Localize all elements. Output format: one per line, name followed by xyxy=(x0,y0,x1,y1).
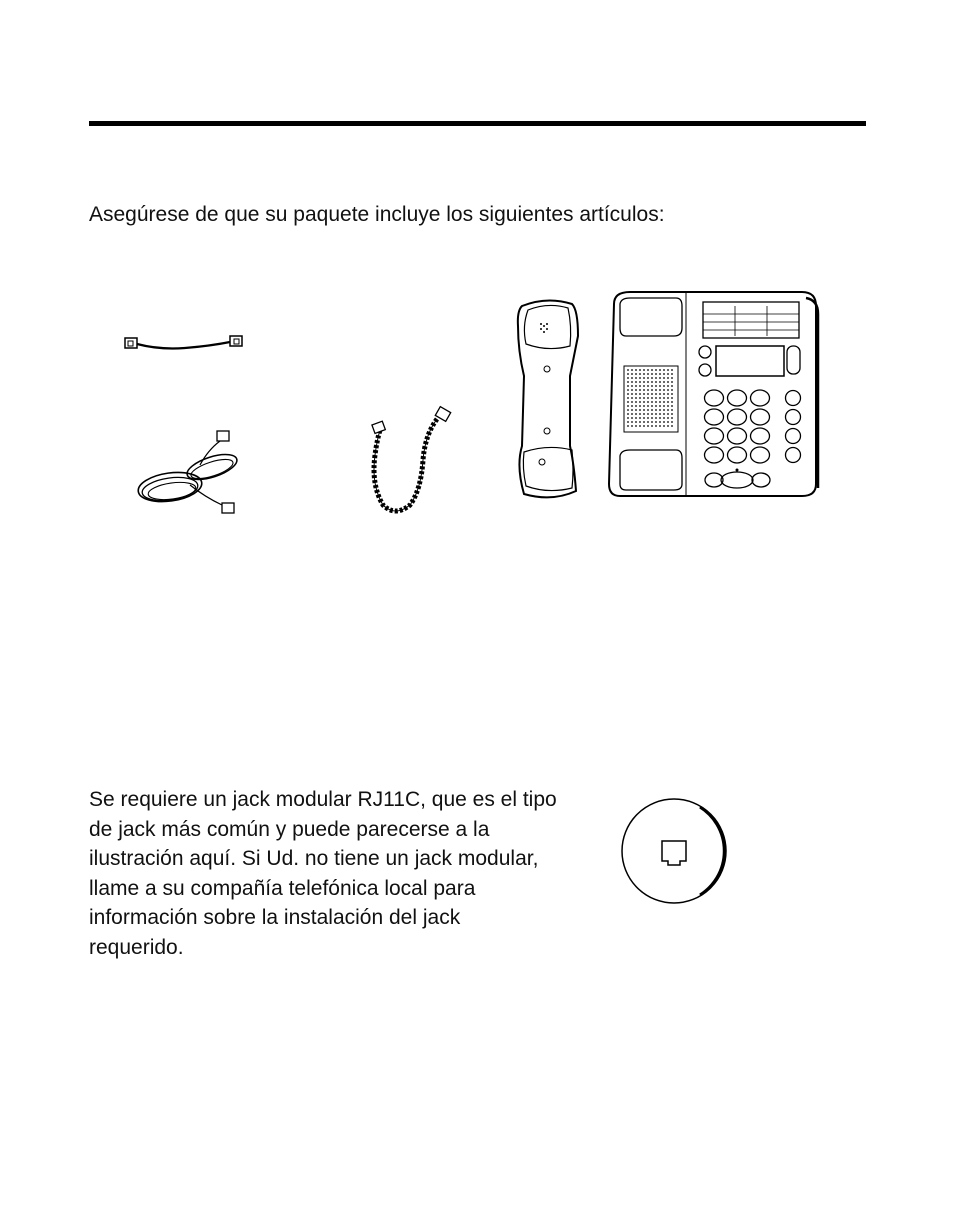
jack-paragraph: Se requiere un jack modular RJ11C, que es el tipo de jack más común y puede parecerse a la ilustración aquí. Si Ud. no tiene un jack modular, llame a su compañía telefónica local para información sobre la instalación del jack requerido. xyxy=(89,788,557,959)
coiled-cord-illustration xyxy=(355,405,465,525)
base-unit-illustration xyxy=(606,288,818,500)
intro-text: Asegúrese de que su paquete incluye los siguientes artículos: xyxy=(89,203,665,226)
top-rule xyxy=(89,121,866,126)
short-cord-illustration xyxy=(120,330,250,360)
line-cord-illustration xyxy=(130,425,250,525)
wall-jack-illustration xyxy=(620,797,732,909)
handset-illustration xyxy=(512,296,582,502)
